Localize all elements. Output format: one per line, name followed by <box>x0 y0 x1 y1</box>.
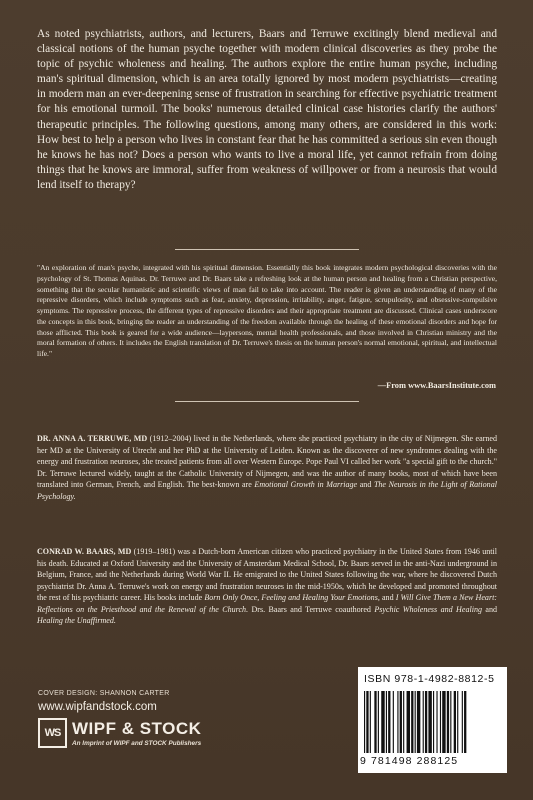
book-description: As noted psychiatrists, authors, and lecturers, Baars and Terruwe excitingly blend medieval and classical notions of the human psyche together with modern clinical discoveries as they probe the topic of psychic wholeness and healing. The authors explore the entire human psyche, including man's spiritual dimension, which is an area totally ignored by most modern psychiatrists—creating in modern man an ever-deepening sense of frustration in searching for effective psychiatric treatment for his emotional turmoil. The books' numerous detailed clinical case histories clarify the authors' therapeutic principles. The following questions, among many others, are considered in this work: How best to help a person who lives in constant fear that he has committed a serious sin even though he knows he has not? Does a person who wants to live a moral life, yet cannot refrain from doing things that he knows are immoral, suffer from weakness of willpower or from a neurosis that would lend itself to therapy? <box>37 28 497 191</box>
publisher-tagline: An Imprint of WIPF and STOCK Publishers <box>72 740 202 747</box>
cover-design-credit: COVER DESIGN: SHANNON CARTER <box>38 690 170 697</box>
author-bio-baars: CONRAD W. BAARS, MD (1919–1981) was a Dutch-born American citizen who practiced psychiatry in the United States from 1946 until his death. Educated at Oxford University and the University of Amsterdam Medical School, Dr. Baars served in the anti-Nazi underground in Belgium, France, and the Netherlands during World War II. He emigrated to the United States following the war, where he discovered Dutch psychiatrist Dr. Anna A. Terruwe's work on energy and frustration neuroses in the mid-1950s, which he developed and promoted throughout the rest of his psychiatric career. His books include Born Only Once, Feeling and Healing Your Emotions, and I Will Give Them a New Heart: Reflections on the Priesthood and the Renewal of the Church. Drs. Baars and Terruwe coauthored Psychic Wholeness and Healing and Healing the Unaffirmed. <box>37 547 498 625</box>
endorsement-source: —From www.BaarsInstitute.com <box>377 381 496 390</box>
divider-top <box>175 249 359 250</box>
author-name-terruwe: DR. ANNA A. TERRUWE, MD <box>37 434 148 443</box>
author-name-baars: CONRAD W. BAARS, MD <box>37 547 132 556</box>
author-bio-terruwe: DR. ANNA A. TERRUWE, MD (1912–2004) lived in the Netherlands, where she practiced psychiatry in the city of Nijmegen. She earned her MD at the University of Utrecht and her PhD at the University of Leiden. Known as the discoverer of new syndromes dealing with the energy and frustration neuroses, she treated patients from all over Western Europe. Pope Paul VI called her work "a special gift to the church." Dr. Terruwe lectured widely, taught at the Catholic University of Nijmegen, and was the author of many books, most of which have been translated into German, French, and English. The best-known are Emotional Growth in Marriage and The Neurosis in the Light of Rational Psychology. <box>37 434 497 501</box>
isbn-barcode <box>358 667 507 773</box>
publisher-website: www.wipfandstock.com <box>38 701 157 713</box>
publisher-logo-icon: WS <box>38 718 67 748</box>
divider-bottom <box>175 401 359 402</box>
publisher-name: WIPF & STOCK <box>72 719 202 738</box>
barcode-icon <box>364 691 501 753</box>
isbn-label: ISBN 978-1-4982-8812-5 <box>364 673 495 685</box>
barcode-digits: 9 781498 288125 <box>360 755 459 767</box>
endorsement-quote: "An exploration of man's psyche, integrated with his spiritual dimension. Essentially this book integrates modern psychological discoveries with the psychology of St. Thomas Aquinas. Dr. Terruwe and Dr. Baars take a refreshing look at the human person and healing from a Christian perspective, something that the secular humanistic and scientific views of man fail to take into account. The reader is given an understanding of many of the repressive disorders, which include symptoms such as fear, anxiety, depression, irritability, anger, fatigue, scrupulosity, and obsessive-compulsive symptoms. The repressive process, the different types of repressive disorders and their appropriate treatment are discussed. Clinical cases underscore the concepts in this book, bringing the reader an understanding of the freedom available through the healing of these emotional disorders and hope for those afflicted. This book is geared for a wide audience—laypersons, mental health professionals, and those involved in Christian ministry and the moral formation of others. It includes the English translation of Dr. Terruwe's thesis on the human person's normal emotional, spiritual, and intellectual life." <box>37 263 497 358</box>
